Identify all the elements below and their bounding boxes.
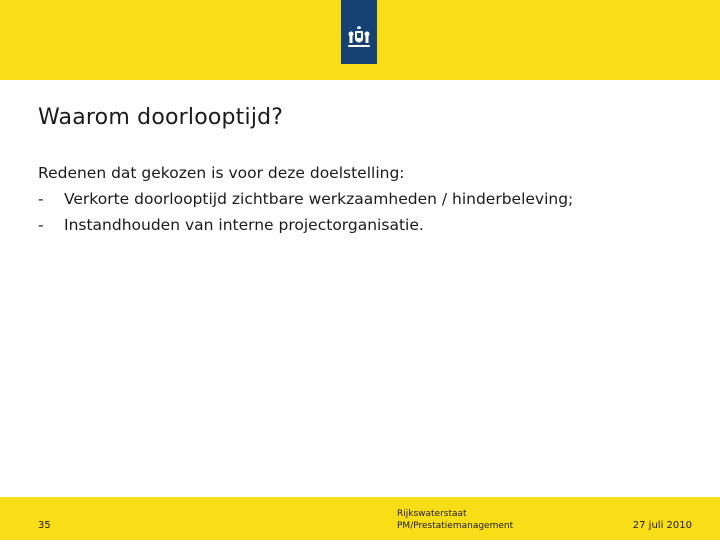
- bullet-marker: -: [38, 216, 44, 234]
- department-name: PM/Prestatiemanagement: [397, 521, 514, 531]
- bullet-item: [38, 212, 573, 238]
- slide-body: [38, 160, 573, 238]
- footer-date: 27 juli 2010: [632, 520, 692, 531]
- slide-title: Waarom doorlooptijd?: [38, 105, 284, 130]
- footer-organization: [397, 508, 513, 532]
- bottom-banner: [0, 497, 720, 540]
- rijksoverheid-logo: [341, 0, 377, 64]
- slide-number: 35: [38, 520, 51, 531]
- dutch-coat-of-arms-icon: [346, 26, 372, 50]
- intro-text: Redenen dat gekozen is voor deze doelstelling:: [38, 164, 405, 182]
- bullet-text: Instandhouden van interne projectorganisatie.: [64, 216, 424, 234]
- organization-name: Rijkswaterstaat: [397, 509, 467, 519]
- bullet-item: [38, 186, 573, 212]
- bullet-text: Verkorte doorlooptijd zichtbare werkzaamheden / hinderbeleving;: [64, 190, 574, 208]
- bullet-marker: -: [38, 190, 44, 208]
- top-banner: [0, 0, 720, 80]
